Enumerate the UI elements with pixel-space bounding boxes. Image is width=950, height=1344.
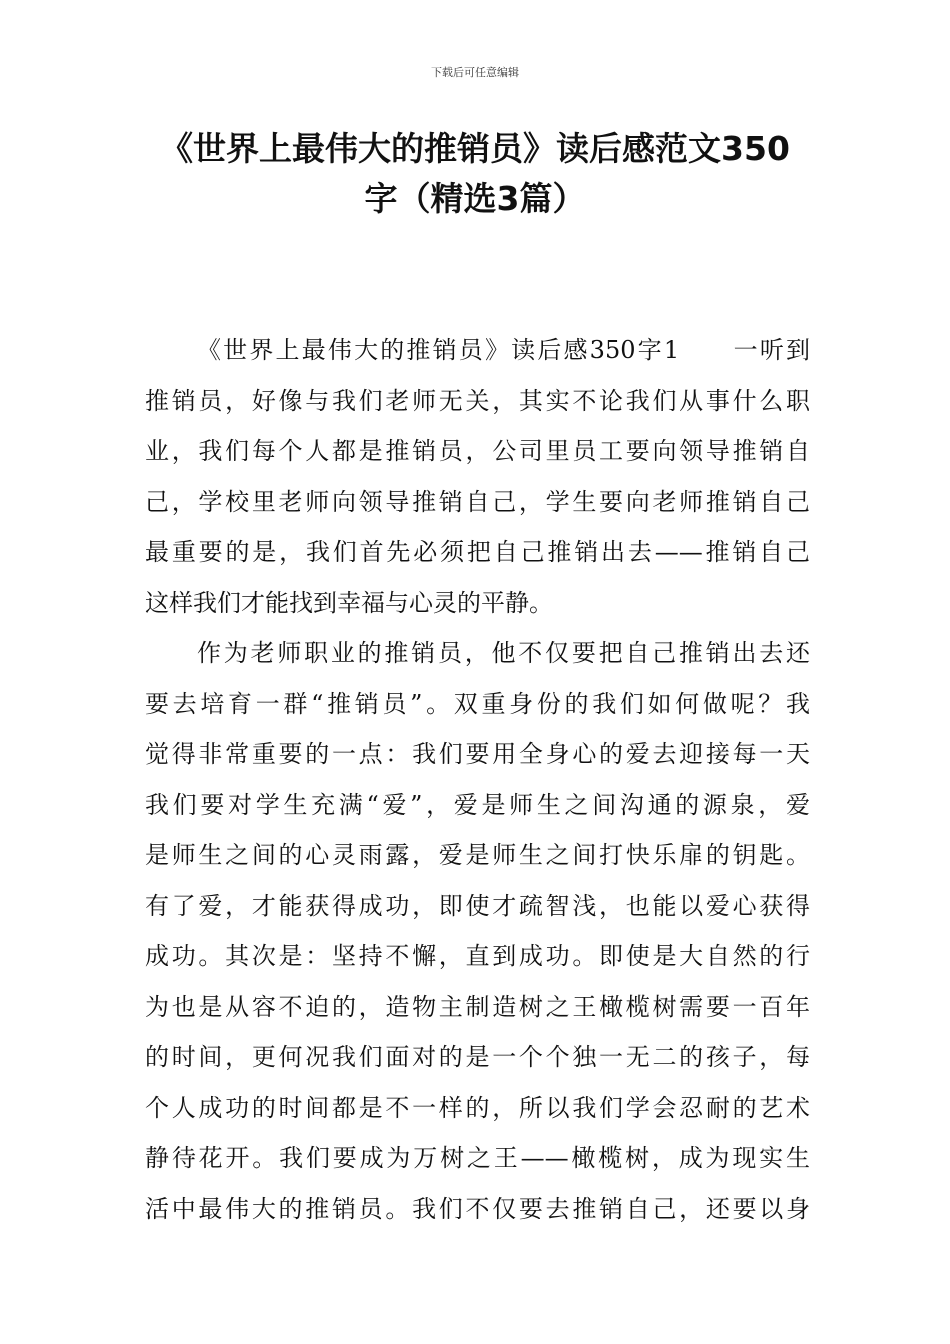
paragraph-2-line: 个人成功的时间都是不一样的，所以我们学会忍耐的艺术 xyxy=(145,1093,810,1122)
paragraph-1-line: 最重要的是，我们首先必须把自己推销出去——推销自己 xyxy=(145,538,810,566)
paragraph-1-line: 推销员，好像与我们老师无关，其实不论我们从事什么职 xyxy=(145,386,810,415)
paragraph-1-line: 这样我们才能找到幸福与心灵的平静。 xyxy=(145,588,553,617)
paragraph-2-line: 作为老师职业的推销员，他不仅要把自己推销出去还 xyxy=(197,639,810,667)
paragraph-2-line: 是师生之间的心灵雨露，爱是师生之间打快乐扉的钥匙。 xyxy=(145,841,810,869)
paragraph-2-line: 觉得非常重要的一点：我们要用全身心的爱去迎接每一天 xyxy=(145,740,810,768)
paragraph-1-line: 业，我们每个人都是推销员，公司里员工要向领导推销自 xyxy=(145,437,810,465)
title-line-2: 字（精选3篇） xyxy=(364,179,586,218)
document-body xyxy=(145,325,810,1234)
title-line-1: 《世界上最伟大的推销员》读后感范文350 xyxy=(160,129,790,168)
paragraph-2-line: 要去培育一群“推销员”。双重身份的我们如何做呢？我 xyxy=(145,689,810,718)
paragraph-2-line: 成功。其次是：坚持不懈，直到成功。即使是大自然的行 xyxy=(145,942,810,970)
paragraph-1-line: 《世界上最伟大的推销员》读后感350字1 一听到 xyxy=(197,336,810,364)
paragraph-2-line: 有了爱，才能获得成功，即使才疏智浅，也能以爱心获得 xyxy=(145,891,810,920)
header-note: 下载后可任意编辑 xyxy=(431,66,519,79)
document-title xyxy=(120,124,830,224)
paragraph-1-line: 己，学校里老师向领导推销自己，学生要向老师推销自己 xyxy=(145,487,810,516)
paragraph-2-line: 活中最伟大的推销员。我们不仅要去推销自己，还要以身 xyxy=(145,1194,810,1223)
paragraph-2-line: 为也是从容不迫的，造物主制造树之王橄榄树需要一百年 xyxy=(145,992,810,1021)
paragraph-2-line: 的时间，更何况我们面对的是一个个独一无二的孩子，每 xyxy=(145,1043,810,1071)
paragraph-2-line: 静待花开。我们要成为万树之王——橄榄树，成为现实生 xyxy=(145,1144,810,1172)
paragraph-2-line: 我们要对学生充满“爱”，爱是师生之间沟通的源泉，爱 xyxy=(145,790,810,819)
